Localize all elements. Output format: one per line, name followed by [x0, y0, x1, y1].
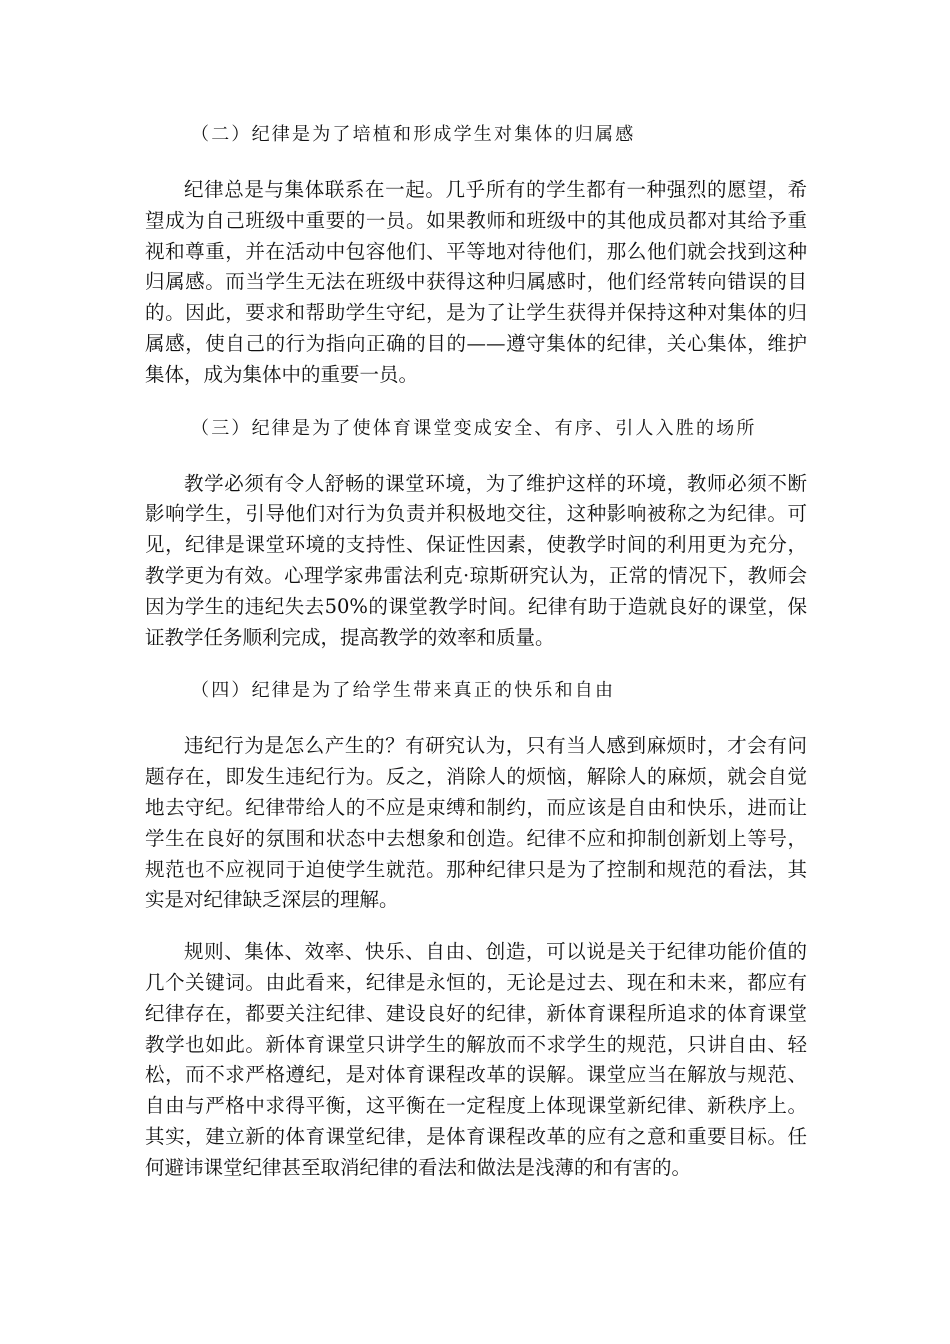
section-heading-3: （三）纪律是为了使体育课堂变成安全、有序、引人入胜的场所 [191, 417, 757, 439]
section-heading-2: （二）纪律是为了培植和形成学生对集体的归属感 [191, 124, 636, 145]
section-paragraph-2: 纪律总是与集体联系在一起。几乎所有的学生都有一种强烈的愿望，希望成为自己班级中重要的一员。如果教师和班级中的其他成员都对其给予重视和尊重，并在活动中包容他们、平等地对待他们，那么他们就会找到这种归属感。而当学生无法在班级中获得这种归属感时，他们经常转向错误的目的。因此，要求和帮助学生守纪，是为了让学生获得并保持这种对集体的归属感，使自己的行为指向正确的目的——遵守集体的纪律，关心集体，维护集体，成为集体中的重要一员。 [145, 178, 807, 386]
section-heading-4: （四）纪律是为了给学生带来真正的快乐和自由 [191, 680, 616, 702]
section-paragraph-3: 教学必须有令人舒畅的课堂环境，为了维护这样的环境，教师必须不断影响学生，引导他们对行为负责并积极地交往，这种影响被称之为纪律。可见，纪律是课堂环境的支持性、保证性因素，使教学时间的利用更为充分，教学更为有效。心理学家弗雷法利克·琼斯研究认为，正常的情况下，教师会因为学生的违纪失去50%的课堂教学时间。纪律有助于造就良好的课堂，保证教学任务顺利完成，提高教学的效率和质量。 [145, 471, 807, 649]
section-paragraph-4: 违纪行为是怎么产生的？有研究认为，只有当人感到麻烦时，才会有问题存在，即发生违纪行为。反之，消除人的烦恼，解除人的麻烦，就会自觉地去守纪。纪律带给人的不应是束缚和制约，而应该是自由和快乐，进而让学生在良好的氛围和状态中去想象和创造。纪律不应和抑制创新划上等号，规范也不应视同于迫使学生就范。那种纪律只是为了控制和规范的看法，其实是对纪律缺乏深层的理解。 [145, 734, 807, 912]
closing-paragraph: 规则、集体、效率、快乐、自由、创造，可以说是关于纪律功能价值的几个关键词。由此看来，纪律是永恒的，无论是过去、现在和未来，都应有纪律存在，都要关注纪律、建设良好的纪律，新体育课程所追求的体育课堂教学也如此。新体育课堂只讲学生的解放而不求学生的规范，只讲自由、轻松，而不求严格遵纪，是对体育课程改革的误解。课堂应当在解放与规范、自由与严格中求得平衡，这平衡在一定程度上体现课堂新纪律、新秩序上。其实，建立新的体育课堂纪律，是体育课程改革的应有之意和重要目标。任何避讳课堂纪律甚至取消纪律的看法和做法是浅薄的和有害的。 [145, 940, 807, 1179]
document-page [145, 118, 807, 1184]
